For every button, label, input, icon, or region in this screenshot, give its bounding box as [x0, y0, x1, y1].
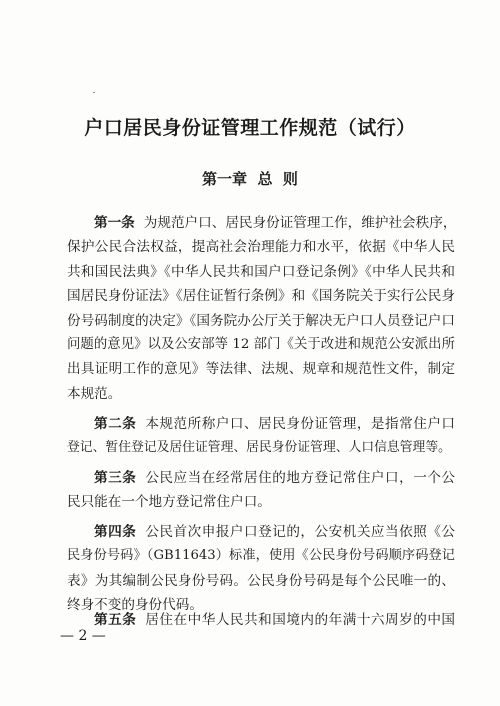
article-line: [67, 466, 455, 490]
article-line: [67, 608, 455, 632]
article-line: [67, 211, 455, 235]
article-label: 第一条: [94, 215, 135, 231]
article-line: 表》为其编制公民身份号码。公民身份号码是每个公民唯一的、: [67, 572, 455, 589]
article-3: [67, 466, 455, 515]
scan-speck: [93, 92, 95, 93]
article-text: 居住在中华人民共和国境内的年满十六周岁的中国: [145, 612, 456, 628]
article-text: 公民首次申报户口登记的，公安机关应当依照《公: [145, 524, 456, 540]
article-label: 第五条: [94, 612, 137, 628]
article-line: 问题的意见》以及公安部等 12 部门《关于改进和规范公安派出所: [67, 337, 455, 353]
article-label: 第二条: [94, 416, 137, 432]
article-text: 为规范户口、居民身份证管理工作，维护社会秩序，: [143, 215, 457, 231]
article-line: [67, 412, 455, 436]
document-title: 户口居民身份证管理工作规范（试行）: [84, 117, 416, 139]
article-line: 国居民身份证法》《居住证暂行条例》和《国务院关于实行公民身: [67, 288, 455, 305]
article-2: [67, 412, 455, 461]
article-4: [67, 520, 455, 618]
article-line: 登记、暂住登记及居住证管理、居民身份证管理、人口信息管理等。: [67, 440, 451, 456]
chapter-heading: 第一章 总 则: [202, 170, 298, 188]
article-line: 份号码制度的决定》《国务院办公厅关于解决无户口人员登记户口: [67, 312, 455, 329]
article-1: [67, 211, 455, 406]
article-line: 本规范。: [67, 385, 122, 402]
article-label: 第四条: [94, 524, 137, 540]
article-line: 出具证明工作的意见》等法律、法规、规章和规范性文件，制定: [67, 361, 455, 378]
page-number: — 2 —: [60, 628, 106, 644]
article-text: 公民应当在经常居住的地方登记常住户口，一个公: [145, 470, 456, 486]
article-line: 保护公民合法权益，提高社会治理能力和水平，依据《中华人民: [67, 239, 455, 256]
article-line: [67, 520, 455, 544]
article-line: 终身不变的身份代码。: [67, 597, 203, 614]
article-line: 共和国民法典》《中华人民共和国户口登记条例》《中华人民共和: [67, 263, 455, 280]
article-line: 民只能在一个地方登记常住户口。: [67, 494, 271, 511]
article-line: 民身份号码》（GB11643）标准，使用《公民身份号码顺序码登记: [67, 548, 455, 564]
article-text: 本规范所称户口、居民身份证管理，是指常住户口: [145, 416, 456, 432]
article-5: [67, 608, 455, 632]
article-label: 第三条: [94, 470, 137, 486]
